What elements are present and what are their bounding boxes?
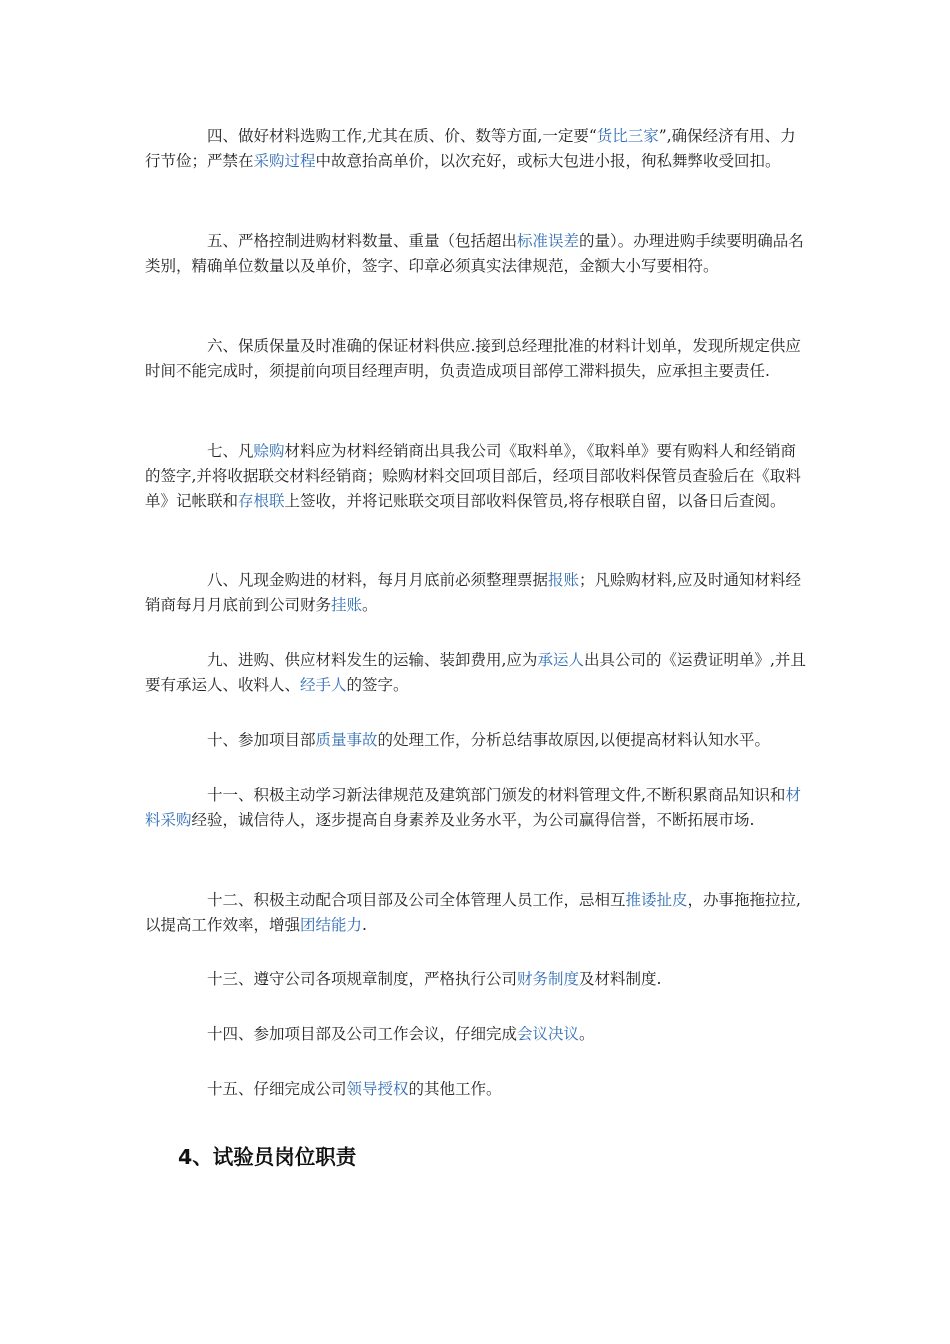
paragraph-text: 十一、积极主动学习新法律规范及建筑部门颁发的材料管理文件,不断积累商品知识和 <box>207 786 786 804</box>
term-link[interactable]: 报账 <box>548 571 580 589</box>
term-link[interactable]: 承运人 <box>537 651 584 669</box>
term-link[interactable]: 推诿扯皮 <box>625 891 688 909</box>
paragraph-text: 。 <box>362 596 378 614</box>
paragraph-9 <box>145 648 810 698</box>
paragraph-text: 的签字。 <box>346 676 409 694</box>
term-link[interactable]: 财务制度 <box>517 970 580 988</box>
term-link[interactable]: 质量事故 <box>315 731 378 749</box>
paragraph-text: 。 <box>579 1025 595 1043</box>
term-link[interactable]: 存根联 <box>238 492 285 510</box>
paragraph-text: 上签收，并将记账联交项目部收料保管员,将存根联自留，以备日后查阅。 <box>284 492 786 510</box>
paragraph-text: 四、做好材料选购工作,尤其在质、价、数等方面,一定要“ <box>207 127 597 145</box>
paragraph-8 <box>145 568 810 618</box>
paragraph-10 <box>145 728 810 753</box>
paragraph-text: 十、参加项目部 <box>207 731 316 749</box>
paragraph-15 <box>145 1077 810 1102</box>
paragraph-text: 经验，诚信待人，逐步提高自身素养及业务水平，为公司赢得信誉，不断拓展市场. <box>191 811 755 829</box>
paragraph-text: 材料应为材料经销商出具我公司《取料单》，《取料单》要有购料人和经销商的签字,并将收据联交材料经销商；赊购材料交回项目部后，经项目部收料保管员查验后在《取料单》记帐联和 <box>145 442 801 510</box>
paragraph-text: 十二、积极主动配合项目部及公司全体管理人员工作，忌相互 <box>207 891 626 909</box>
paragraph-text: 十五、仔细完成公司 <box>207 1080 347 1098</box>
term-link[interactable]: 标准误差 <box>517 232 580 250</box>
paragraph-4 <box>145 124 810 174</box>
paragraph-text: 十四、参加项目部及公司工作会议，仔细完成 <box>207 1025 518 1043</box>
paragraph-text: 中故意抬高单价，以次充好，或标大包进小报，徇私舞弊收受回扣。 <box>315 152 781 170</box>
paragraph-6 <box>145 334 810 384</box>
paragraph-text: 六、保质保量及时准确的保证材料供应.接到总经理批准的材料计划单，发现所规定供应时间不能完成时，须提前向项目经理声明，负责造成项目部停工滞料损失，应承担主要责任. <box>145 337 801 380</box>
paragraph-text: 的量）。办理进购手续要明确品名类别，精确单位数量以及单价，签字、印章必须真实法律规范，金额大小写要相符。 <box>145 232 804 275</box>
term-link[interactable]: 货比三家 <box>596 127 659 145</box>
paragraph-text: ；凡赊购材料,应及时通知材料经销商每月月底前到公司财务 <box>145 571 801 614</box>
paragraph-7 <box>145 439 810 514</box>
paragraph-text: ”,确保经济有用、力行节俭；严禁在 <box>145 127 796 170</box>
paragraph-5 <box>145 229 810 279</box>
paragraph-14 <box>145 1022 810 1047</box>
paragraph-12 <box>145 888 810 938</box>
term-link[interactable]: 团结能力 <box>300 916 363 934</box>
term-link[interactable]: 采购过程 <box>253 152 316 170</box>
paragraph-text: 九、进购、供应材料发生的运输、装卸费用,应为 <box>207 651 538 669</box>
term-link[interactable]: 挂账 <box>331 596 363 614</box>
paragraph-text: 十三、遵守公司各项规章制度，严格执行公司 <box>207 970 518 988</box>
paragraph-text: 及材料制度. <box>579 970 662 988</box>
paragraph-text: ，办事拖拖拉拉,以提高工作效率，增强 <box>145 891 801 934</box>
paragraph-text: 八、凡现金购进的材料，每月月底前必须整理票据 <box>207 571 549 589</box>
paragraph-text: 的其他工作。 <box>408 1080 502 1098</box>
paragraph-text: 的处理工作，分析总结事故原因,以便提高材料认知水平。 <box>377 731 770 749</box>
paragraph-11 <box>145 783 810 833</box>
term-link[interactable]: 赊购 <box>253 442 285 460</box>
term-link[interactable]: 会议决议 <box>517 1025 580 1043</box>
paragraph-text: . <box>362 916 367 934</box>
paragraph-13 <box>145 967 810 992</box>
section-heading: 4、试验员岗位职责 <box>178 1145 357 1169</box>
paragraph-text: 七、凡 <box>207 442 254 460</box>
paragraph-text: 五、严格控制进购材料数量、重量（包括超出 <box>207 232 518 250</box>
term-link[interactable]: 领导授权 <box>346 1080 409 1098</box>
paragraph-text: 出具公司的《运费证明单》,并且要有承运人、收料人、 <box>145 651 806 694</box>
term-link[interactable]: 经手人 <box>300 676 347 694</box>
term-link[interactable]: 材料采购 <box>145 786 801 829</box>
